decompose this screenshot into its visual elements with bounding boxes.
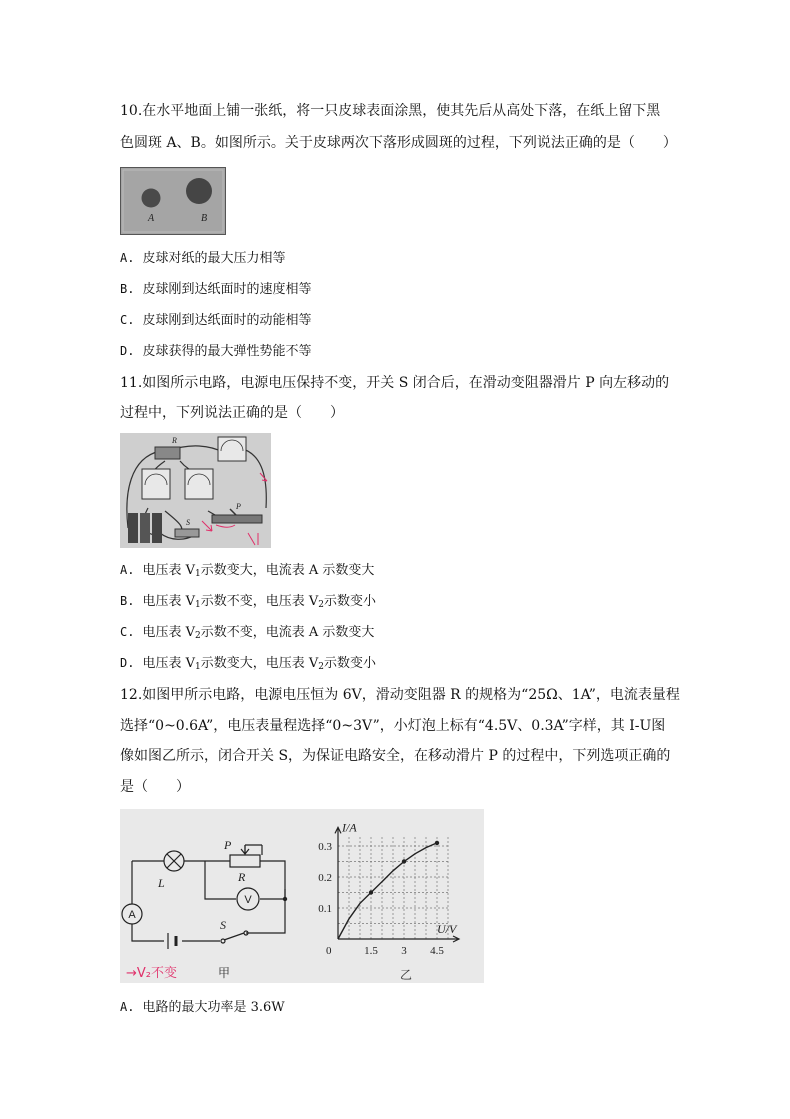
q11-stem-line2: 过程中，下列说法正确的是（ ） [120, 405, 344, 421]
ammeter-label: A [128, 909, 136, 921]
spot-b [186, 178, 212, 204]
handwritten-note: →V₂不变 [126, 966, 177, 981]
spot-a-label: A [147, 213, 155, 224]
y-axis-label: I/A [342, 820, 357, 835]
label-l: L [158, 876, 165, 890]
label-s: S [220, 918, 226, 932]
photo-battery-3 [152, 513, 162, 543]
q12-stem-line1: 12.如图甲所示电路，电源电压恒为 6V，滑动变阻器 R 的规格为“25Ω、1A”，电流表量程 [120, 687, 680, 703]
x-tick-label: 3 [401, 945, 407, 957]
q12-stem-line4: 是（ ） [120, 779, 190, 795]
q11-option-c[interactable]: C. 电压表 $V_2$示数不变，电流表 A 示数变大 [120, 625, 375, 641]
q10-option-a[interactable]: A. 皮球对纸的最大压力相等 [120, 251, 286, 266]
x-axis-label: U/V [437, 922, 457, 936]
junction-node [283, 897, 287, 901]
q10-stem-line2: 色圆斑 A、B。如图所示。关于皮球两次下落形成圆斑的过程，下列说法正确的是（ ） [120, 135, 677, 151]
voltmeter-label: V [244, 894, 252, 906]
photo-battery-2 [140, 513, 150, 543]
data-point [435, 841, 439, 845]
x-tick-label: 1.5 [364, 945, 378, 957]
q10-figure-spots [120, 167, 226, 235]
origin-label: 0 [326, 945, 332, 957]
q11-figure-circuit-photo [120, 433, 271, 548]
y-tick-label: 0.1 [318, 903, 332, 915]
photo-switch-s [175, 529, 199, 537]
q11-stem-line1: 11.如图所示电路，电源电压保持不变，开关 S 闭合后，在滑动变阻器滑片 P 向左移动的 [120, 375, 670, 391]
ammeter [122, 904, 142, 924]
y-tick-label: 0.2 [318, 872, 332, 884]
q10-option-c[interactable]: C. 皮球刚到达纸面时的动能相等 [120, 313, 312, 328]
photo-resistor-r [155, 447, 180, 459]
photo-label-r: R [172, 436, 177, 445]
label-r: R [238, 870, 246, 884]
photo-label-p: P [236, 502, 241, 511]
photo-meter-top [218, 437, 246, 461]
data-point [369, 890, 373, 894]
q11-option-b[interactable]: B. 电压表 $V_1$示数不变，电压表 $V_2$示数变小 [120, 594, 376, 610]
q11-option-a[interactable]: A. 电压表 $V_1$示数变大，电流表 A 示数变大 [120, 563, 375, 579]
photo-battery-1 [128, 513, 138, 543]
q10-option-b[interactable]: B. 皮球刚到达纸面时的速度相等 [120, 282, 312, 297]
paper-sheet [121, 168, 226, 235]
circuit-caption: 甲 [218, 966, 231, 980]
spot-a [142, 189, 161, 208]
y-tick-label: 0.3 [318, 841, 332, 853]
photo-label-s: S [186, 518, 190, 527]
data-point [402, 859, 406, 863]
q12-option-a[interactable]: A. 电路的最大功率是 3.6W [120, 1000, 285, 1015]
photo-meter-left [142, 469, 170, 499]
photo-rheostat [212, 515, 262, 523]
voltmeter [237, 888, 259, 910]
q12-stem-line3: 像如图乙所示，闭合开关 S，为保证电路安全，在移动滑片 P 的过程中，下列选项正确的 [120, 748, 671, 764]
label-p: P [224, 838, 232, 852]
q10-stem-line1: 10.在水平地面上铺一张纸，将一只皮球表面涂黑，使其先后从高处下落，在纸上留下黑 [120, 103, 661, 119]
spot-b-label: B [200, 213, 208, 224]
q12-figure [120, 809, 484, 983]
photo-meter-right [185, 469, 213, 499]
x-tick-label: 4.5 [430, 945, 444, 957]
q11-option-d[interactable]: D. 电压表 $V_1$示数变大，电压表 $V_2$示数变小 [120, 656, 376, 672]
q12-stem-line2: 选择“0~0.6A”，电压表量程选择“0~3V”，小灯泡上标有“4.5V、0.3A”字样，其 I-U图 [120, 718, 666, 734]
chart-caption: 乙 [400, 968, 413, 982]
q10-option-d[interactable]: D. 皮球获得的最大弹性势能不等 [120, 344, 312, 359]
